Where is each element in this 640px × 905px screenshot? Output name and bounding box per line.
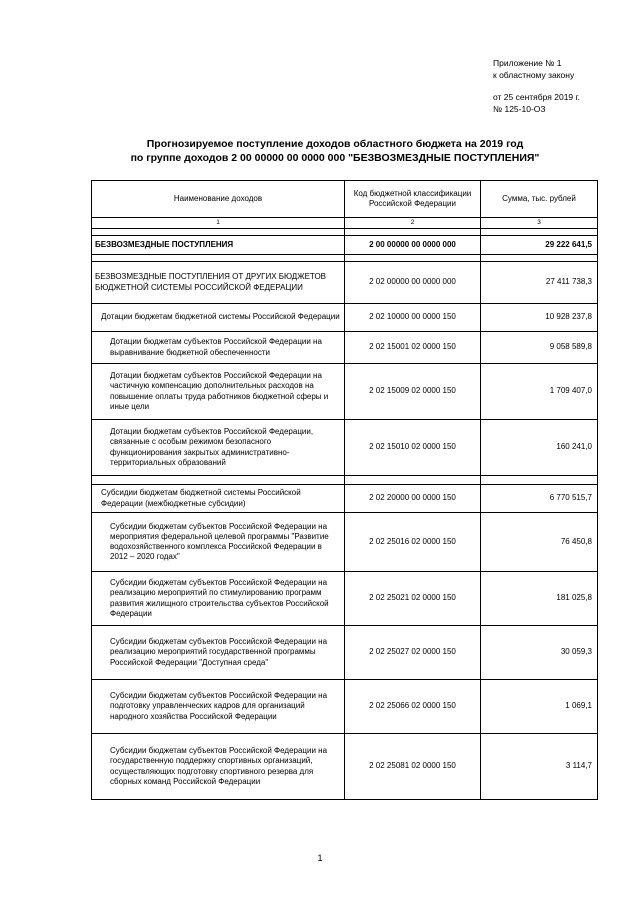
table-header-row <box>92 181 598 218</box>
table-row <box>92 262 598 304</box>
column-number-row <box>92 218 598 229</box>
table-row <box>92 734 598 800</box>
row-name: БЕЗВОЗМЕЗДНЫЕ ПОСТУПЛЕНИЯ <box>92 236 345 255</box>
table-row <box>92 304 598 332</box>
table-row <box>92 485 598 513</box>
page-number: 1 <box>317 853 323 863</box>
header-code: Код бюджетной классификации Российской Федерации <box>345 181 481 218</box>
row-code: 2 02 20000 00 0000 150 <box>345 485 481 513</box>
row-code: 2 02 10000 00 0000 150 <box>345 304 481 332</box>
table-row <box>92 420 598 476</box>
title-line-1: Прогнозируемое поступление доходов областного бюджета на 2019 год <box>146 138 524 150</box>
spacer-row <box>92 476 598 485</box>
row-code: 2 02 25021 02 0000 150 <box>345 572 481 626</box>
appendix-line-1: Приложение № 1 <box>493 58 562 68</box>
row-code: 2 02 25081 02 0000 150 <box>345 734 481 800</box>
row-code: 2 02 15001 02 0000 150 <box>345 332 481 364</box>
column-number: 2 <box>345 218 481 229</box>
table-row <box>92 680 598 734</box>
row-sum: 9 058 589,8 <box>481 332 598 364</box>
row-code: 2 02 00000 00 0000 000 <box>345 262 481 304</box>
spacer-row <box>92 255 598 262</box>
appendix-line-3: от 25 сентября 2019 г. <box>493 92 580 102</box>
row-name: Субсидии бюджетам бюджетной системы Российской Федерации (межбюджетные субсидии) <box>92 485 345 513</box>
row-sum: 29 222 641,5 <box>481 236 598 255</box>
row-code: 2 02 25066 02 0000 150 <box>345 680 481 734</box>
row-code: 2 02 15009 02 0000 150 <box>345 364 481 420</box>
row-sum: 1 069,1 <box>481 680 598 734</box>
row-name: Субсидии бюджетам субъектов Российской Федерации на реализацию мероприятий государственной программы Российской Федерации "Доступная среда" <box>92 626 345 680</box>
appendix-line-2: к областному закону <box>493 69 575 80</box>
appendix-block <box>493 58 580 115</box>
spacer-row <box>92 229 598 236</box>
row-sum: 181 025,8 <box>481 572 598 626</box>
table-row <box>92 626 598 680</box>
row-sum: 76 450,8 <box>481 513 598 572</box>
header-sum: Сумма, тыс. рублей <box>481 181 598 218</box>
row-name: Дотации бюджетам субъектов Российской Федерации на частичную компенсацию дополнительных расходов на повышение оплаты труда работников бюджетной сферы и иные цели <box>92 364 345 420</box>
row-name: Субсидии бюджетам субъектов Российской Федерации на реализацию мероприятий по стимулированию программ развития жилищного строительства субъектов Российской Федерации <box>92 572 345 626</box>
row-name: Субсидии бюджетам субъектов Российской Федерации на мероприятия федеральной целевой программы "Развитие водохозяйственного комплекса Российской Федерации в 2012 – 2020 годах" <box>92 513 345 572</box>
row-sum: 3 114,7 <box>481 734 598 800</box>
row-sum: 27 411 738,3 <box>481 262 598 304</box>
column-number: 3 <box>481 218 598 229</box>
document-title <box>60 138 610 165</box>
header-name: Наименование доходов <box>92 181 345 218</box>
revenue-table <box>91 180 598 800</box>
row-code: 2 02 25027 02 0000 150 <box>345 626 481 680</box>
row-sum: 160 241,0 <box>481 420 598 476</box>
row-name: Дотации бюджетам субъектов Российской Федерации на выравнивание бюджетной обеспеченности <box>92 332 345 364</box>
row-sum: 30 059,3 <box>481 626 598 680</box>
row-sum: 10 928 237,8 <box>481 304 598 332</box>
row-name: Дотации бюджетам субъектов Российской Федерации, связанные с особым режимом безопасного функционирования закрытых административно-территориальных образований <box>92 420 345 476</box>
row-sum: 6 770 515,7 <box>481 485 598 513</box>
appendix-line-4: № 125-10-ОЗ <box>493 103 546 114</box>
title-line-2: по группе доходов 2 00 00000 00 0000 000 "БЕЗВОЗМЕЗДНЫЕ ПОСТУПЛЕНИЯ" <box>130 151 540 164</box>
row-sum: 1 709 407,0 <box>481 364 598 420</box>
row-name: Субсидии бюджетам субъектов Российской Федерации на государственную поддержку спортивных организаций, осуществляющих подготовку спортивного резерва для сборных команд Российской Федерации <box>92 734 345 800</box>
row-name: БЕЗВОЗМЕЗДНЫЕ ПОСТУПЛЕНИЯ ОТ ДРУГИХ БЮДЖЕТОВ БЮДЖЕТНОЙ СИСТЕМЫ РОССИЙСКОЙ ФЕДЕРАЦИИ <box>92 262 345 304</box>
row-code: 2 02 25016 02 0000 150 <box>345 513 481 572</box>
table-row <box>92 513 598 572</box>
table-row <box>92 572 598 626</box>
table-row <box>92 364 598 420</box>
row-name: Дотации бюджетам бюджетной системы Российской Федерации <box>92 304 345 332</box>
row-code: 2 02 15010 02 0000 150 <box>345 420 481 476</box>
row-name: Субсидии бюджетам субъектов Российской Федерации на подготовку управленческих кадров для организаций народного хозяйства Российской Федерации <box>92 680 345 734</box>
table-row <box>92 236 598 255</box>
row-code: 2 00 00000 00 0000 000 <box>345 236 481 255</box>
table-row <box>92 332 598 364</box>
column-number: 1 <box>92 218 345 229</box>
